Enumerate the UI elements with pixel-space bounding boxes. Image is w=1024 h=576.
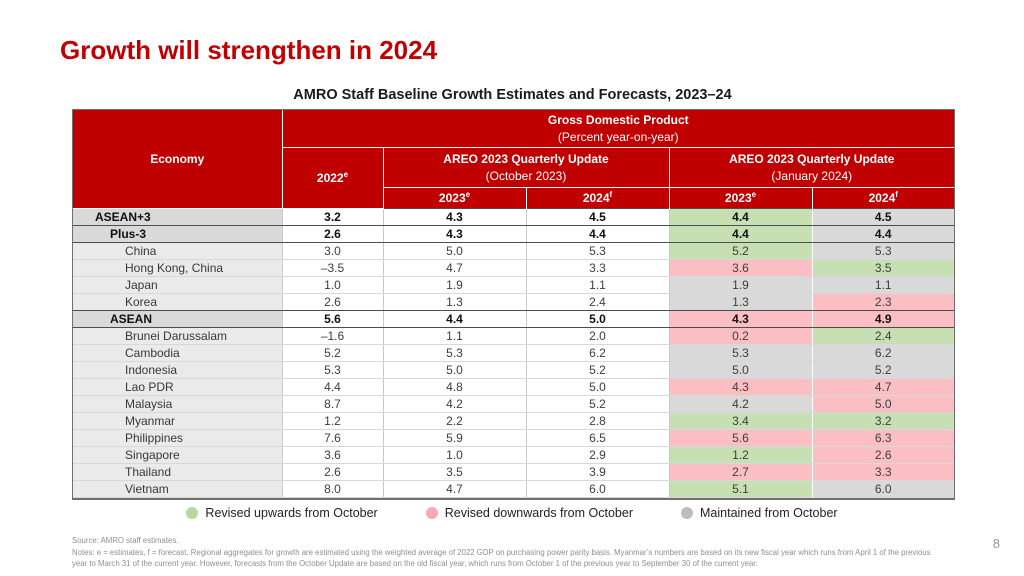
value-cell-january: 4.5 [812,209,954,226]
value-cell-january: 3.3 [812,464,954,481]
value-cell-january: 5.1 [669,481,812,498]
legend-label: Revised downwards from October [444,506,633,520]
column-group-january-update [669,148,954,188]
table-row [73,294,954,311]
value-cell-january: 5.2 [812,362,954,379]
value-cell-january: 1.2 [669,447,812,464]
value-cell: 3.5 [383,464,526,481]
value-cell-january: 0.2 [669,328,812,345]
economy-cell: Lao PDR [73,379,282,396]
value-cell: 2.4 [526,294,669,311]
value-cell: 5.3 [282,362,383,379]
value-cell-january: 5.3 [669,345,812,362]
value-cell: 4.7 [383,260,526,277]
value-cell-january: 4.3 [669,379,812,396]
economy-column-header: Economy [73,110,282,209]
value-cell: 2.2 [383,413,526,430]
superscript-f: f [895,190,898,199]
economy-cell: Japan [73,277,282,294]
year-2023: 2023 [438,191,466,205]
value-cell-january: 4.7 [812,379,954,396]
column-header-jan-2023 [669,188,812,209]
table-row [73,396,954,413]
year-2023: 2023 [724,191,752,205]
economy-cell: ASEAN [73,311,282,328]
economy-cell: Vietnam [73,481,282,498]
notes-text: Notes: e = estimates, f = forecast. Regional aggregates for growth are estimated using the weighted average of 2022 GDP on purchasing power parity basis. Myanmar’s numbers are based on its new fiscal year which runs from April 1 of the previous year to March 31 of the current year. However, forecasts from the October Update are based on the old fiscal year, which runs from October 1 of the previous year to September 30 of the current year. [72,547,931,569]
value-cell: 6.2 [526,345,669,362]
value-cell: 3.3 [526,260,669,277]
value-cell: 4.7 [383,481,526,498]
table-body [73,209,954,498]
value-cell: 5.0 [383,243,526,260]
table-row [73,481,954,498]
value-cell-january: 4.4 [669,209,812,226]
legend-label: Maintained from October [700,506,838,520]
value-cell: 1.2 [282,413,383,430]
value-cell: 5.3 [526,243,669,260]
economy-cell: Philippines [73,430,282,447]
value-cell-january: 5.6 [669,430,812,447]
column-header-oct-2024 [526,188,669,209]
legend-same-dot-icon [681,507,693,519]
value-cell: 3.2 [282,209,383,226]
page-number: 8 [992,536,1000,551]
value-cell-january: 2.4 [812,328,954,345]
column-group-october-update [383,148,669,188]
gdp-title: Gross Domestic Product [547,113,689,128]
table-row [73,277,954,294]
economy-cell: Korea [73,294,282,311]
value-cell: 5.3 [383,345,526,362]
value-cell: 4.4 [526,226,669,243]
gdp-subtitle: (Percent year-on-year) [557,129,679,144]
table-row [73,362,954,379]
value-cell: 8.7 [282,396,383,413]
column-header-jan-2024 [812,188,954,209]
legend-item-same [681,506,838,520]
economy-cell: Malaysia [73,396,282,413]
table-row [73,447,954,464]
superscript-e: e [751,190,757,199]
value-cell-january: 2.7 [669,464,812,481]
value-cell: 4.3 [383,226,526,243]
value-cell: 1.0 [282,277,383,294]
value-cell: 4.3 [383,209,526,226]
value-cell-january: 5.2 [669,243,812,260]
october-group-subtitle: (October 2023) [485,168,567,183]
column-header-oct-2023 [383,188,526,209]
value-cell: 5.2 [282,345,383,362]
legend [0,506,1024,520]
value-cell: 1.0 [383,447,526,464]
value-cell: 5.9 [383,430,526,447]
economy-cell: Indonesia [73,362,282,379]
legend-up-dot-icon [186,507,198,519]
value-cell-january: 4.9 [812,311,954,328]
legend-item-down [426,506,633,520]
value-cell: 2.6 [282,294,383,311]
economy-cell: Singapore [73,447,282,464]
table-row [73,345,954,362]
value-cell: 4.4 [383,311,526,328]
economy-cell: Plus-3 [73,226,282,243]
value-cell: 2.6 [282,464,383,481]
value-cell-january: 6.2 [812,345,954,362]
value-cell-january: 3.4 [669,413,812,430]
january-group-subtitle: (January 2024) [771,168,853,183]
value-cell: 4.4 [282,379,383,396]
value-cell-january: 4.2 [669,396,812,413]
value-cell-january: 4.3 [669,311,812,328]
value-cell: 5.6 [282,311,383,328]
growth-table [73,110,954,498]
table-row [73,430,954,447]
value-cell: 2.8 [526,413,669,430]
year-2024: 2024 [868,191,896,205]
year-2024: 2024 [582,191,610,205]
value-cell: 6.0 [526,481,669,498]
table-row [73,379,954,396]
table-title: AMRO Staff Baseline Growth Estimates and Forecasts, 2023–24 [293,87,732,103]
legend-label: Revised upwards from October [205,506,378,520]
value-cell: 5.0 [383,362,526,379]
value-cell-january: 1.1 [812,277,954,294]
legend-down-dot-icon [426,507,438,519]
table-row [73,328,954,345]
economy-cell: Myanmar [73,413,282,430]
value-cell-january: 5.0 [669,362,812,379]
value-cell: 2.0 [526,328,669,345]
table-row [73,464,954,481]
value-cell-january: 5.0 [812,396,954,413]
source-note: Source: AMRO staff estimates. [72,536,179,545]
table-row [73,226,954,243]
value-cell-january: 5.3 [812,243,954,260]
value-cell: 2.6 [282,226,383,243]
value-cell-january: 1.3 [669,294,812,311]
value-cell-january: 2.3 [812,294,954,311]
gdp-group-header [282,110,954,148]
table-row [73,413,954,430]
value-cell: 5.0 [526,311,669,328]
table-row [73,260,954,277]
value-cell-january: 3.2 [812,413,954,430]
value-cell: 4.5 [526,209,669,226]
october-group-title: AREO 2023 Quarterly Update [443,152,609,167]
value-cell-january: 4.4 [669,226,812,243]
value-cell: 5.0 [526,379,669,396]
column-header-2022 [282,148,383,209]
value-cell: 1.1 [526,277,669,294]
value-cell: 3.9 [526,464,669,481]
value-cell: 4.2 [383,396,526,413]
table-row [73,311,954,328]
january-group-title: AREO 2023 Quarterly Update [729,152,895,167]
value-cell-january: 3.6 [669,260,812,277]
growth-table-container [72,109,955,500]
superscript-e: e [343,170,349,179]
footnotes [72,535,940,570]
value-cell: 4.8 [383,379,526,396]
superscript-f: f [609,190,613,199]
value-cell-january: 1.9 [669,277,812,294]
economy-cell: Brunei Darussalam [73,328,282,345]
value-cell: 6.5 [526,430,669,447]
value-cell-january: 2.6 [812,447,954,464]
value-cell-january: 6.0 [812,481,954,498]
value-cell: 1.3 [383,294,526,311]
legend-item-up [186,506,377,520]
value-cell: 8.0 [282,481,383,498]
economy-cell: Thailand [73,464,282,481]
value-cell: 3.6 [282,447,383,464]
superscript-e: e [465,190,471,199]
table-header [73,110,954,209]
value-cell: 1.9 [383,277,526,294]
economy-cell: China [73,243,282,260]
economy-cell: ASEAN+3 [73,209,282,226]
table-row [73,243,954,260]
value-cell-january: 3.5 [812,260,954,277]
slide-title: Growth will strengthen in 2024 [60,35,438,65]
year-2022: 2022 [316,171,344,185]
value-cell: –3.5 [282,260,383,277]
value-cell: –1.6 [282,328,383,345]
value-cell-january: 6.3 [812,430,954,447]
value-cell: 3.0 [282,243,383,260]
value-cell: 1.1 [383,328,526,345]
economy-cell: Cambodia [73,345,282,362]
value-cell: 5.2 [526,362,669,379]
table-row [73,209,954,226]
value-cell: 5.2 [526,396,669,413]
value-cell-january: 4.4 [812,226,954,243]
value-cell: 2.9 [526,447,669,464]
value-cell: 7.6 [282,430,383,447]
economy-cell: Hong Kong, China [73,260,282,277]
